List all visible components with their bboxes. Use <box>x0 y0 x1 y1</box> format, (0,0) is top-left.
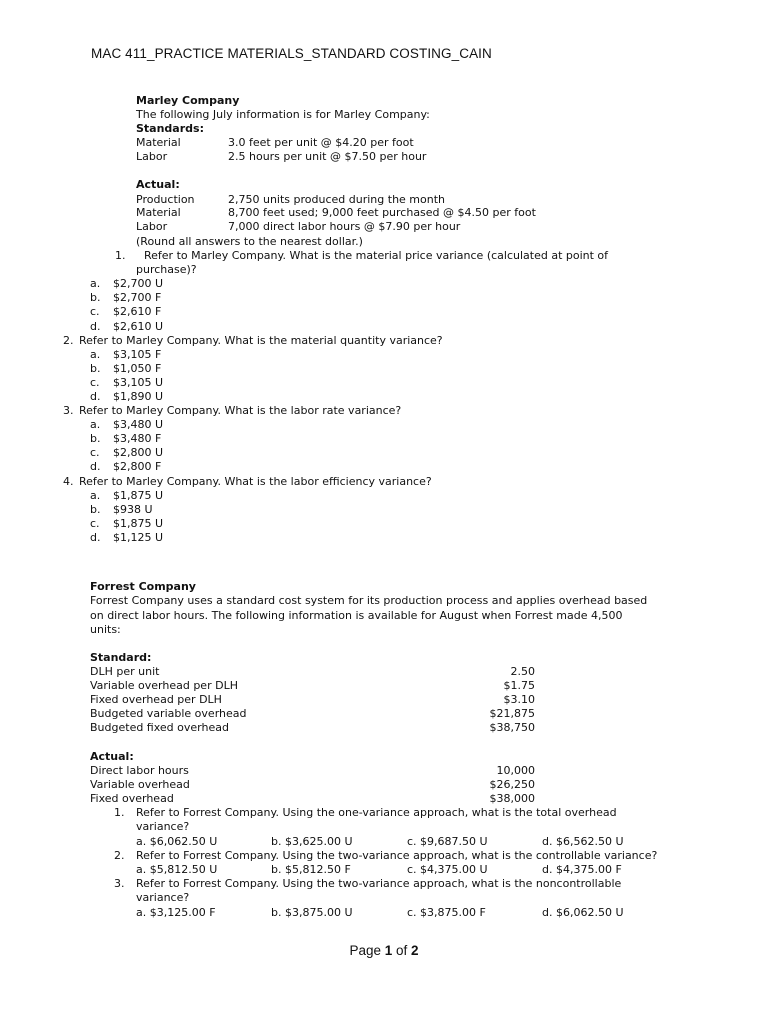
page-header: MAC 411_PRACTICE MATERIALS_STANDARD COSTING_CAIN <box>91 46 492 61</box>
option-text: $1,890 U <box>113 390 164 403</box>
option: b. $3,875.00 U <box>271 906 353 919</box>
option: c. $9,687.50 U <box>407 835 488 848</box>
footer-middle: of <box>392 943 412 958</box>
option-letter: a. <box>90 277 101 290</box>
forrest-actual-heading: Actual: <box>90 750 134 763</box>
standard-value: 2.50 <box>510 665 535 678</box>
option: c. $4,375.00 U <box>407 863 488 876</box>
option-letter: c. <box>90 305 100 318</box>
marley-actual-label: Material <box>136 206 181 219</box>
option: d. $6,562.50 U <box>542 835 624 848</box>
option-letter: a. <box>90 489 101 502</box>
marley-standards-heading: Standards: <box>136 122 204 135</box>
option-text: $3,480 U <box>113 418 164 431</box>
forrest-standard-heading: Standard: <box>90 651 152 664</box>
option: c. $3,875.00 F <box>407 906 486 919</box>
option-text: $2,700 F <box>113 291 162 304</box>
option-letter: b. <box>90 362 101 375</box>
question-text: Refer to Forrest Company. Using the two-variance approach, what is the noncontrollable <box>136 877 622 890</box>
standard-value: $38,750 <box>489 721 535 734</box>
option-text: $1,875 U <box>113 489 164 502</box>
option-text: $3,105 U <box>113 376 164 389</box>
option-letter: c. <box>90 446 100 459</box>
option: d. $4,375.00 F <box>542 863 622 876</box>
option-text: $1,125 U <box>113 531 164 544</box>
marley-standard-label: Material <box>136 136 181 149</box>
standard-label: Budgeted variable overhead <box>90 707 247 720</box>
current-page-number: 1 <box>384 943 393 958</box>
marley-standard-value: 3.0 feet per unit @ $4.20 per foot <box>228 136 414 149</box>
marley-actual-value: 2,750 units produced during the month <box>228 193 446 206</box>
option: a. $6,062.50 U <box>136 835 218 848</box>
option: d. $6,062.50 U <box>542 906 624 919</box>
total-page-number: 2 <box>411 943 419 958</box>
marley-intro: The following July information is for Marley Company: <box>136 108 430 121</box>
option: b. $5,812.50 F <box>271 863 351 876</box>
option-text: $1,050 F <box>113 362 162 375</box>
option-letter: c. <box>90 517 100 530</box>
standard-label: Budgeted fixed overhead <box>90 721 229 734</box>
marley-standard-label: Labor <box>136 150 168 163</box>
standard-value: $3.10 <box>503 693 535 706</box>
marley-actual-value: 7,000 direct labor hours @ $7.90 per hour <box>228 220 461 233</box>
option-text: $2,800 F <box>113 460 162 473</box>
page-footer <box>0 943 768 958</box>
marley-note: (Round all answers to the nearest dollar.) <box>136 235 363 248</box>
forrest-intro: units: <box>90 623 121 636</box>
standard-label: Variable overhead per DLH <box>90 679 238 692</box>
option-text: $2,610 F <box>113 305 162 318</box>
question-text: purchase)? <box>136 263 197 276</box>
marley-actual-label: Labor <box>136 220 168 233</box>
marley-actual-label: Production <box>136 193 195 206</box>
actual-label: Fixed overhead <box>90 792 174 805</box>
option-letter: d. <box>90 390 101 403</box>
option-text: $3,480 F <box>113 432 162 445</box>
option-text: $2,700 U <box>113 277 164 290</box>
option-letter: a. <box>90 348 101 361</box>
forrest-title: Forrest Company <box>90 580 196 593</box>
actual-value: $26,250 <box>489 778 535 791</box>
option: a. $3,125.00 F <box>136 906 216 919</box>
forrest-intro: Forrest Company uses a standard cost system for its production process and applies overhead based <box>90 594 648 607</box>
question-number: 4. <box>63 475 74 488</box>
actual-label: Variable overhead <box>90 778 190 791</box>
standard-value: $21,875 <box>489 707 535 720</box>
option-letter: d. <box>90 531 101 544</box>
question-text: Refer to Marley Company. What is the material price variance (calculated at point of <box>144 249 609 262</box>
option-letter: a. <box>90 418 101 431</box>
marley-actual-value: 8,700 feet used; 9,000 feet purchased @ $4.50 per foot <box>228 206 536 219</box>
option-letter: d. <box>90 320 101 333</box>
question-text: Refer to Forrest Company. Using the one-variance approach, what is the total overhead <box>136 806 617 819</box>
option-text: $3,105 F <box>113 348 162 361</box>
question-number: 3. <box>114 877 125 890</box>
question-text: variance? <box>136 891 190 904</box>
actual-value: $38,000 <box>489 792 535 805</box>
actual-value: 10,000 <box>496 764 535 777</box>
question-text: Refer to Forrest Company. Using the two-variance approach, what is the controllable variance? <box>136 849 658 862</box>
question-text: Refer to Marley Company. What is the labor efficiency variance? <box>79 475 432 488</box>
option: a. $5,812.50 U <box>136 863 218 876</box>
question-number: 3. <box>63 404 74 417</box>
marley-actual-heading: Actual: <box>136 178 180 191</box>
option-text: $2,800 U <box>113 446 164 459</box>
question-number: 1. <box>114 806 125 819</box>
marley-standard-value: 2.5 hours per unit @ $7.50 per hour <box>228 150 427 163</box>
standard-label: DLH per unit <box>90 665 160 678</box>
question-number: 2. <box>114 849 125 862</box>
option-text: $2,610 U <box>113 320 164 333</box>
question-text: Refer to Marley Company. What is the labor rate variance? <box>79 404 402 417</box>
footer-prefix: Page <box>349 943 385 958</box>
marley-title: Marley Company <box>136 94 240 107</box>
option-text: $1,875 U <box>113 517 164 530</box>
question-number: 2. <box>63 334 74 347</box>
option-letter: b. <box>90 503 101 516</box>
option-letter: b. <box>90 291 101 304</box>
question-text: Refer to Marley Company. What is the material quantity variance? <box>79 334 443 347</box>
option-letter: d. <box>90 460 101 473</box>
question-text: variance? <box>136 820 190 833</box>
option: b. $3,625.00 U <box>271 835 353 848</box>
option-letter: b. <box>90 432 101 445</box>
forrest-intro: on direct labor hours. The following information is available for August when Forrest made 4,500 <box>90 609 623 622</box>
option-letter: c. <box>90 376 100 389</box>
standard-label: Fixed overhead per DLH <box>90 693 222 706</box>
option-text: $938 U <box>113 503 153 516</box>
actual-label: Direct labor hours <box>90 764 189 777</box>
question-number: 1. <box>115 249 126 262</box>
standard-value: $1.75 <box>503 679 535 692</box>
